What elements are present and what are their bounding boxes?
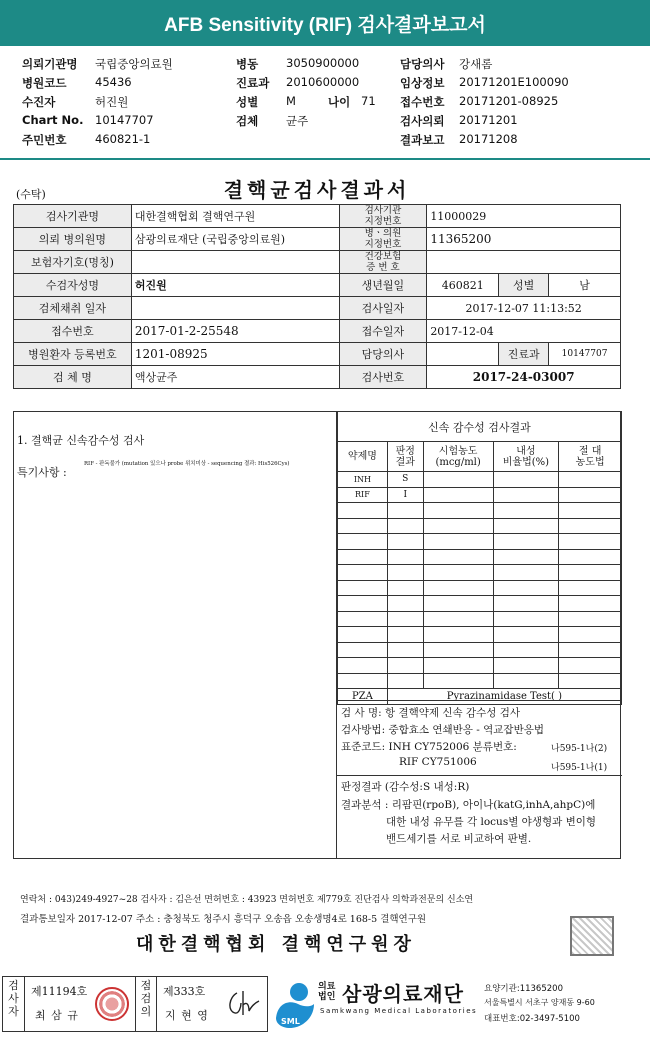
header-value: 20171201: [459, 113, 518, 127]
health-insurance-label: 건강보험 증 번 호: [339, 251, 427, 274]
sensitivity-table: [337, 411, 622, 705]
institution-code: 요양기관:11365200: [484, 984, 563, 994]
birth-date-value: 460821: [427, 274, 499, 297]
confirm-license: 제333호: [163, 985, 206, 998]
corporation-label: 의료 법인: [318, 982, 336, 1002]
header-label: 주민번호: [22, 133, 67, 147]
collection-date-value: [131, 297, 339, 320]
standard-code: 표준코드: INH CY752006 분류번호:: [341, 741, 517, 753]
standard-code-rif: RIF CY751006: [399, 756, 477, 768]
sex-value: 남: [549, 274, 621, 297]
checker-seal-icon: [95, 987, 129, 1021]
patient-name-label: 수검자성명: [14, 274, 132, 297]
footer-bar: [0, 974, 650, 1042]
sensitivity-results: [336, 411, 621, 705]
registration-label: 병원환자 등록번호: [14, 343, 132, 366]
scanned-result-document: [8, 168, 626, 970]
header-label: 검체: [236, 114, 259, 128]
header-label: 성별: [236, 95, 259, 109]
header-label: 수진자: [22, 95, 56, 109]
hospital-code-value: 11365200: [427, 228, 621, 251]
hospital-code-label: 병ㆍ의원 지정번호: [339, 228, 427, 251]
drug-name: RIF: [338, 487, 388, 503]
test-no-value: 2017-24-03007: [427, 366, 621, 389]
judgement-legend: 판정결과 (감수성:S 내성:R): [341, 781, 470, 793]
receipt-date-value: 2017-12-04: [427, 320, 621, 343]
header-value: 460821-1: [95, 132, 151, 146]
sens-header: 약제명: [338, 442, 388, 472]
analysis-line: 밴드세기를 서로 비교하여 판별.: [386, 833, 532, 845]
header-value: 강새롬: [459, 57, 493, 71]
header-value: 20171201E100090: [459, 75, 569, 89]
header-label: 검사의뢰: [400, 114, 445, 128]
sens-header: 시험농도 (mcg/ml): [423, 442, 493, 472]
header-value: 45436: [95, 75, 132, 89]
header-value: M: [286, 94, 296, 108]
header-label: 나이: [328, 95, 351, 109]
header-value: 10147707: [95, 113, 154, 127]
header-label: 병동: [236, 57, 259, 71]
insurer-value: [131, 251, 339, 274]
header-value: 20171208: [459, 132, 518, 146]
registration-value: 1201-08925: [131, 343, 339, 366]
report-header: [0, 46, 650, 156]
insurer-label: 보험자기호(명칭): [14, 251, 132, 274]
receipt-date-label: 접수일자: [339, 320, 427, 343]
official-seal-icon: [570, 916, 614, 956]
header-value: 71: [361, 94, 376, 108]
confirm-label: 점검의: [135, 977, 157, 1031]
header-divider: [0, 158, 650, 160]
classification-code: 나595-1나(1): [551, 763, 608, 773]
receipt-no-value: 2017-01-2-25548: [131, 320, 339, 343]
brand-name: 삼광의료재단: [342, 982, 464, 1006]
header-value: 균주: [286, 114, 309, 128]
specimen-label: 검 체 명: [14, 366, 132, 389]
header-value: 2010600000: [286, 75, 360, 89]
drug-result: S: [387, 472, 423, 488]
document-title: 결핵균검사결과서: [223, 178, 411, 202]
checker-label: 검사자: [3, 977, 25, 1031]
section-title: 1. 결핵균 신속감수성 검사: [17, 434, 145, 447]
sens-header: 판정 결과: [387, 442, 423, 472]
signature-icon: [225, 987, 263, 1021]
test-method: 검사방법: 중합효소 연쇄반응 - 역교잡반응법: [341, 724, 545, 736]
organization-name: 대한결핵협회 결핵연구원장: [136, 934, 416, 955]
header-label: 접수번호: [400, 95, 445, 109]
special-notes-label: 특기사항 :: [17, 466, 67, 479]
lab-code-label: 검사기관 지정번호: [339, 205, 427, 228]
footer-address: 결과통보일자 2017-12-07 주소 : 충청북도 청주시 흥덕구 오송읍 오송생명4로 168-5 결핵연구원: [20, 914, 427, 925]
sml-logo-icon: [272, 978, 318, 1030]
department-label: 진료과: [499, 343, 549, 366]
pza-label: PZA: [338, 689, 388, 705]
report-title: AFB Sensitivity (RIF) 검사결과보고서: [0, 0, 650, 46]
sens-header: 내성 비율법(%): [493, 442, 559, 472]
health-insurance-value: [427, 251, 621, 274]
header-label: 병원코드: [22, 76, 67, 90]
birth-date-label: 생년월일: [339, 274, 427, 297]
lab-name-value: 대한결핵협회 결핵연구원: [131, 205, 339, 228]
checker-license: 제11194호: [31, 985, 88, 998]
pza-value: Pyrazinamidase Test( ): [387, 689, 621, 705]
header-label: Chart No.: [22, 113, 84, 127]
header-value: 허진원: [95, 95, 129, 109]
lab-name-label: 검사기관명: [14, 205, 132, 228]
brand-english: Samkwang Medical Laboratories: [320, 1007, 478, 1015]
drug-name: INH: [338, 472, 388, 488]
header-label: 담당의사: [400, 57, 445, 71]
analysis-line: 결과분석 : 리팜핀(rpoB), 아이나(katG,inhA,ahpC)에: [341, 799, 596, 811]
header-label: 진료과: [236, 76, 270, 90]
patient-info-table: [13, 204, 621, 389]
logo-text: SML: [281, 1017, 300, 1026]
test-method-box: [336, 700, 621, 859]
signature-box: [2, 976, 268, 1032]
checker-name: 최 삼 규: [35, 1009, 79, 1022]
classification-code: 나595-1나(2): [551, 744, 608, 754]
doctor-label: 담당의사: [339, 343, 427, 366]
hospital-value: 삼광의료재단 (국립중앙의료원): [131, 228, 339, 251]
patient-name-value: 허진원: [131, 274, 339, 297]
test-date-label: 검사일자: [339, 297, 427, 320]
method-divider: [337, 775, 622, 776]
header-label: 의뢰기관명: [22, 57, 78, 71]
test-date-value: 2017-12-07 11:13:52: [427, 297, 621, 320]
header-label: 결과보고: [400, 133, 445, 147]
footer-contact: 연락처 : 043)249-4927~28 검사자 : 김은선 면허번호 : 43923 면허번호 제779호 진단검사 의학과전문의 신소연: [20, 895, 474, 905]
receipt-no-label: 접수번호: [14, 320, 132, 343]
corner-label: (수탁): [16, 188, 46, 201]
doctor-value: [427, 343, 499, 366]
brand-phone: 대표번호:02-3497-5100: [484, 1014, 580, 1024]
analysis-line: 대한 내성 유무를 각 locus별 야생형과 변이형: [386, 816, 597, 828]
drug-result: I: [387, 487, 423, 503]
hospital-label: 의뢰 병의원명: [14, 228, 132, 251]
test-no-label: 검사번호: [339, 366, 427, 389]
header-value: 국립중앙의료원: [95, 57, 173, 71]
special-notes-value: RIF - 판독불가 (mutation 있으나 probe 위치미상 - sequencing 결과: His526Cys): [84, 461, 290, 467]
sens-header: 절 대 농도법: [559, 442, 622, 472]
sensitivity-title: 신속 감수성 검사결과: [338, 412, 622, 442]
brand-address: 서울특별시 서초구 양재동 9-60: [484, 998, 595, 1007]
collection-date-label: 검체채취 일자: [14, 297, 132, 320]
department-value: 10147707: [549, 343, 621, 366]
specimen-value: 액상균주: [131, 366, 339, 389]
test-name: 검 사 명: 항 결핵약제 신속 감수성 검사: [341, 707, 521, 719]
confirm-name: 지 현 영: [165, 1009, 209, 1022]
header-value: 3050900000: [286, 56, 360, 70]
sex-label: 성별: [499, 274, 549, 297]
header-value: 20171201-08925: [459, 94, 559, 108]
lab-code-value: 11000029: [427, 205, 621, 228]
header-label: 임상정보: [400, 76, 445, 90]
